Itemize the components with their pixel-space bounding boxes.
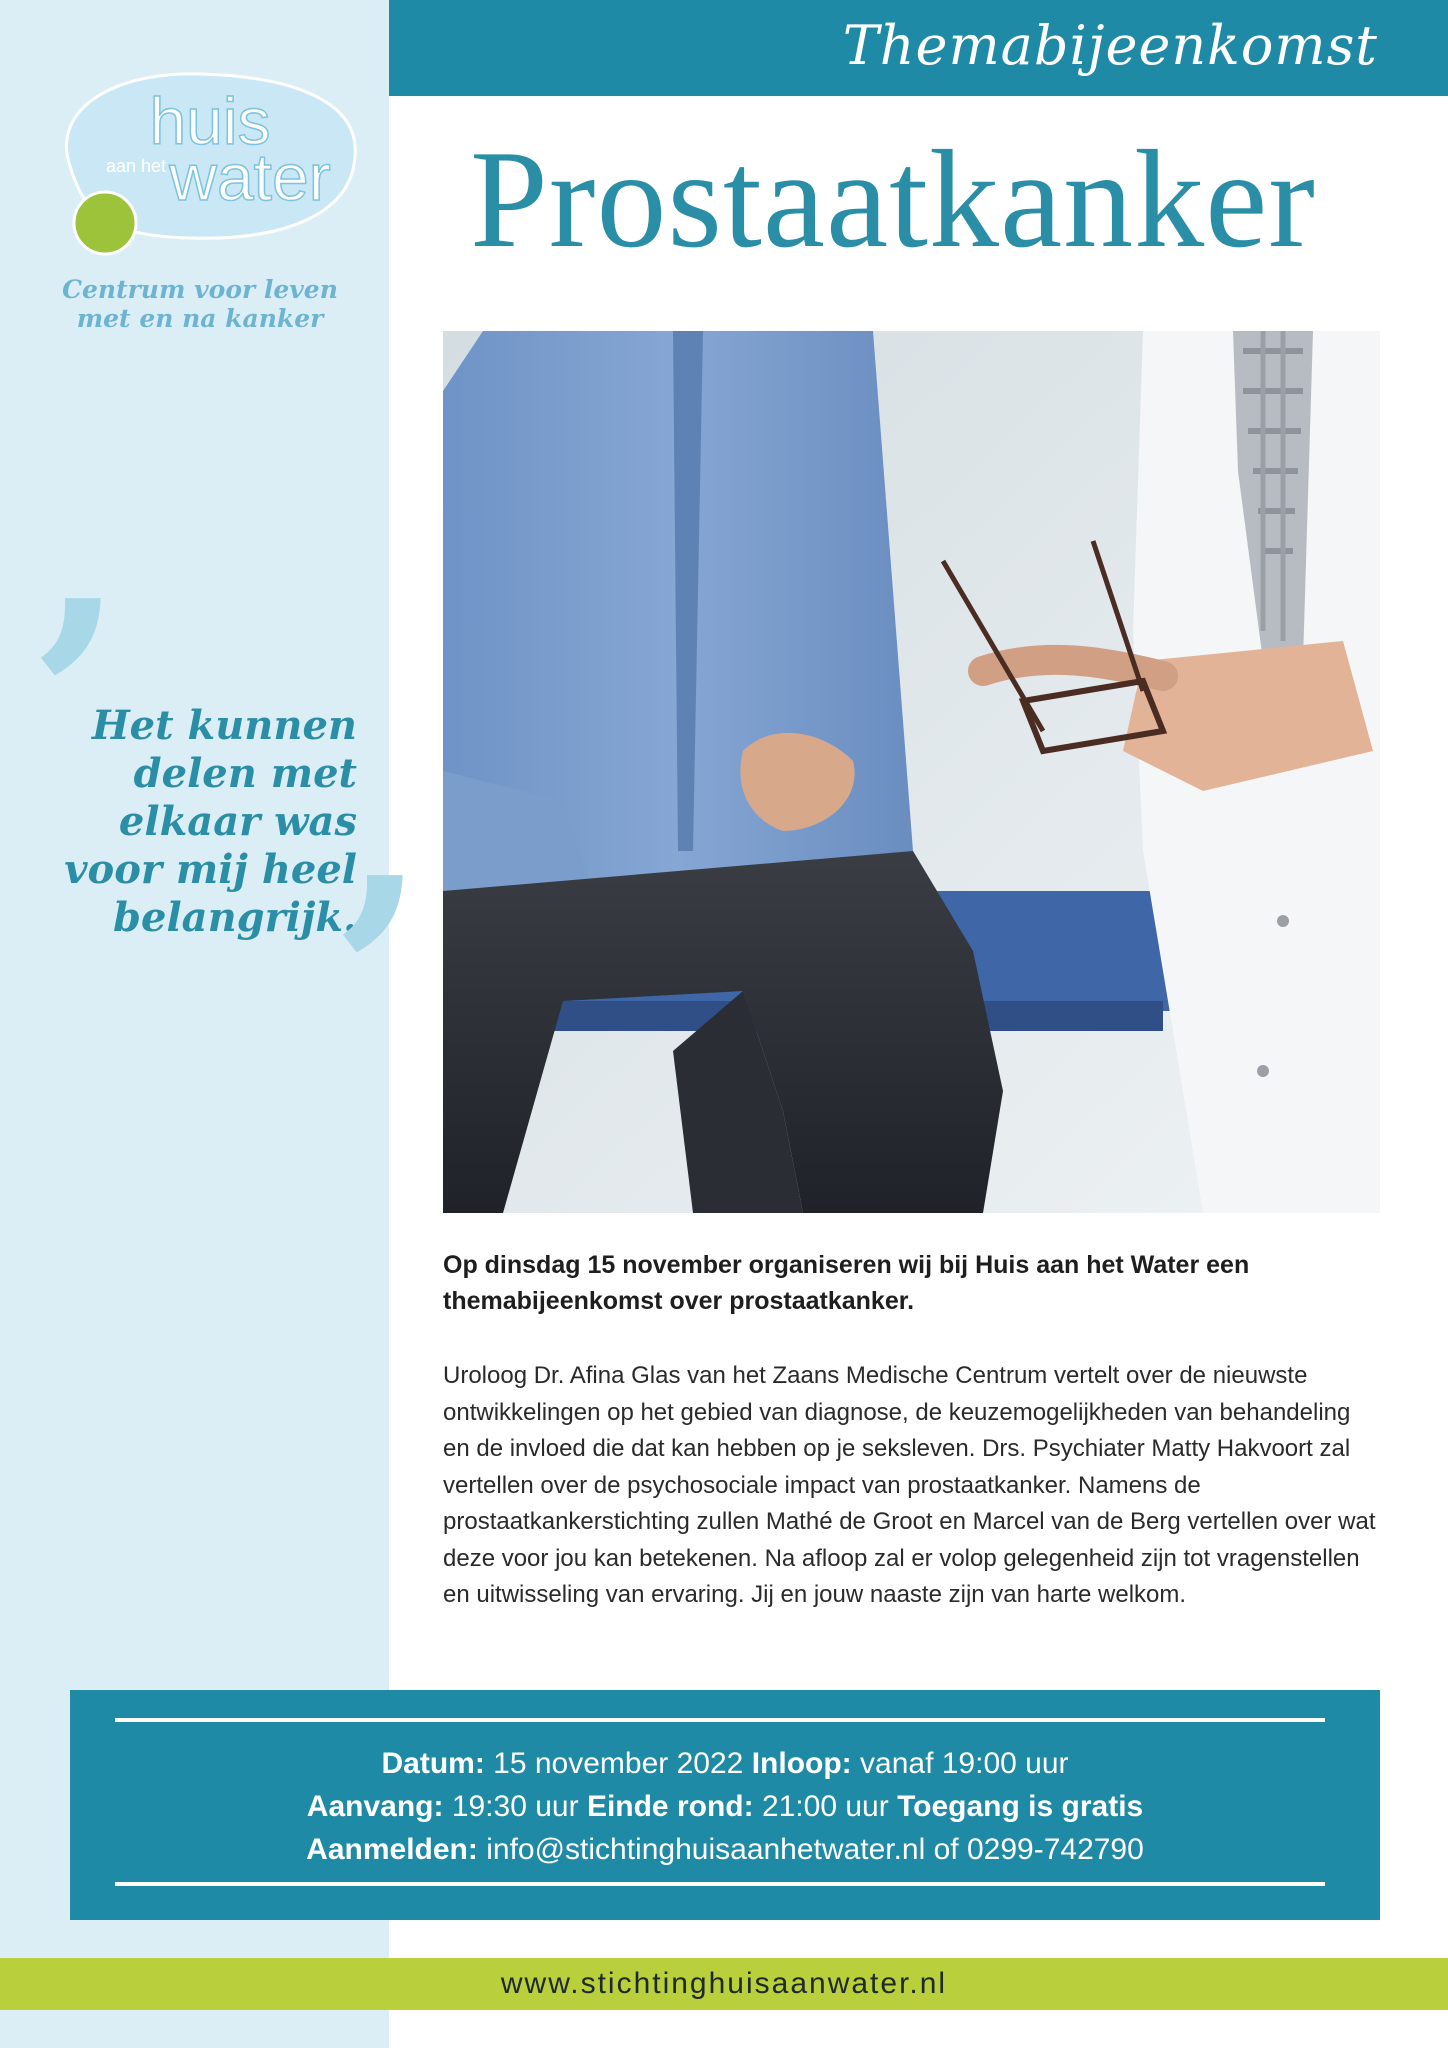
website-link[interactable]: www.stichtinghuisaanwater.nl bbox=[500, 1967, 948, 2000]
inloop-label: Inloop: bbox=[751, 1747, 852, 1780]
logo-word-huis: huis bbox=[149, 84, 271, 158]
header-banner bbox=[389, 0, 1448, 96]
tagline-line-1: Centrum voor leven bbox=[62, 275, 338, 304]
info-top-rule bbox=[115, 1718, 1325, 1722]
einde-label: Einde rond: bbox=[586, 1790, 754, 1823]
aanmelden-value: info@stichtinghuisaanhetwater.nl of 0299-742790 bbox=[486, 1833, 1144, 1866]
tagline-line-2: met en na kanker bbox=[76, 304, 324, 333]
info-line-1 bbox=[70, 1742, 1380, 1785]
body-paragraph: Uroloog Dr. Afina Glas van het Zaans Medische Centrum vertelt over de nieuwste ontwikkelingen op het gebied van diagnose, de keuzemogelijkheden van behandeling en de invloed die dat kan hebben op je seksleven. Drs. Psychiater Matty Hakvoort zal vertellen over de psychosociale impact van prostaatkanker. Namens de prostaatkankerstichting zullen Mathé de Groot en Marcel van de Berg vertellen over wat deze voor jou kan betekenen. Na afloop zal er volop gelegenheid zijn tot vragenstellen en uitwisseling van ervaring. Jij en jouw naaste zijn van harte welkom. bbox=[443, 1362, 1376, 1608]
aanmelden-label: Aanmelden: bbox=[306, 1833, 478, 1866]
aanvang-value: 19:30 uur bbox=[451, 1790, 579, 1823]
inloop-value: vanaf 19:00 uur bbox=[860, 1747, 1069, 1780]
footer-bar bbox=[0, 1958, 1448, 2010]
quote-line: voor mij heel bbox=[64, 846, 357, 893]
info-bottom-rule bbox=[115, 1882, 1325, 1886]
einde-value: 21:00 uur bbox=[761, 1790, 889, 1823]
quote-line: elkaar was bbox=[118, 798, 357, 845]
event-info-box bbox=[70, 1690, 1380, 1920]
quote-line: Het kunnen bbox=[91, 702, 357, 749]
datum-label: Datum: bbox=[381, 1747, 485, 1780]
page-title: Prostaatkanker bbox=[470, 122, 1316, 277]
closing-quote-mark: ’ bbox=[330, 818, 424, 1136]
quote-line: belangrijk. bbox=[113, 894, 357, 941]
logo-word-water: water bbox=[169, 140, 331, 214]
info-line-3 bbox=[70, 1828, 1380, 1871]
aanvang-label: Aanvang: bbox=[306, 1790, 444, 1823]
huis-aan-het-water-logo bbox=[30, 56, 370, 276]
hero-photo bbox=[443, 331, 1380, 1213]
sidebar-quote bbox=[30, 702, 357, 942]
opening-quote-mark: ’ bbox=[28, 541, 122, 859]
toegang-text: Toegang is gratis bbox=[897, 1790, 1144, 1823]
tagline bbox=[30, 275, 370, 333]
intro-paragraph: Op dinsdag 15 november organiseren wij bij Huis aan het Water een themabijeenkomst over prostaatkanker. bbox=[443, 1251, 1250, 1315]
quote-line: delen met bbox=[133, 750, 357, 797]
event-info-lines bbox=[70, 1742, 1380, 1871]
logo-word-aan-het: aan het bbox=[105, 156, 167, 176]
datum-value: 15 november 2022 bbox=[493, 1747, 744, 1780]
banner-title: Themabijeenkomst bbox=[842, 14, 1378, 77]
info-line-2 bbox=[70, 1785, 1380, 1828]
